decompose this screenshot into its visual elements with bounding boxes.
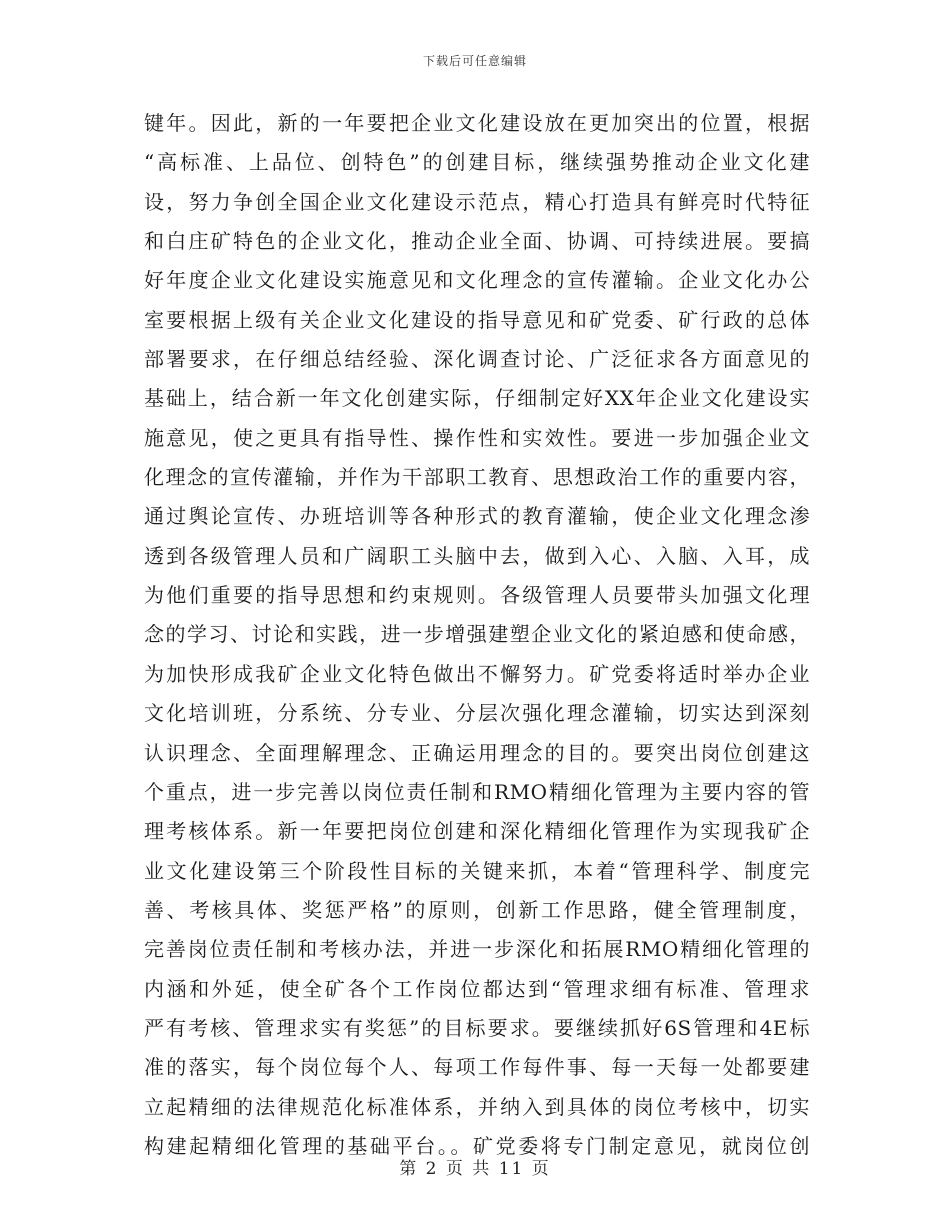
body-line-23: 内涵和外延，使全矿各个工作岗位都达到“管理求细有标准、管理求: [144, 976, 810, 1001]
page-header-note: 下载后可任意编辑: [422, 54, 527, 68]
body-line-22: 完善岗位责任制和考核办法，并进一步深化和拓展RMO精细化管理的: [144, 937, 810, 962]
body-line-14: 念的学习、讨论和实践，进一步增强建塑企业文化的紧迫感和使命感，: [144, 622, 810, 647]
body-line-19: 理考核体系。新一年要把岗位创建和深化精细化管理作为实现我矿企: [144, 819, 810, 844]
body-line-10: 化理念的宣传灌输，并作为干部职工教育、思想政治工作的重要内容，: [144, 465, 810, 490]
body-line-11: 通过舆论宣传、办班培训等各种形式的教育灌输，使企业文化理念渗: [144, 504, 810, 529]
page-number: 第 2 页 共 11 页: [399, 1159, 551, 1179]
body-line-6: 室要根据上级有关企业文化建设的指导意见和矿党委、矿行政的总体: [144, 307, 810, 332]
body-line-20: 业文化建设第三个阶段性目标的关键来抓，本着“管理科学、制度完: [144, 858, 810, 883]
document-body: [144, 104, 810, 1166]
body-line-1: 键年。因此，新的一年要把企业文化建设放在更加突出的位置，根据: [144, 111, 810, 135]
body-line-4: 和白庄矿特色的企业文化，推动企业全面、协调、可持续进展。要搞: [144, 229, 810, 254]
body-line-15: 为加快形成我矿企业文化特色做出不懈努力。矿党委将适时举办企业: [144, 661, 810, 686]
body-line-25: 准的落实，每个岗位每个人、每项工作每件事、每一天每一处都要建: [144, 1055, 810, 1080]
body-line-26: 立起精细的法律规范化标准体系，并纳入到具体的岗位考核中，切实: [144, 1094, 810, 1119]
body-line-2: “高标准、上品位、创特色”的创建目标，继续强势推动企业文化建: [144, 150, 810, 175]
body-line-18: 个重点，进一步完善以岗位责任制和RMO精细化管理为主要内容的管: [144, 779, 810, 804]
body-line-24: 严有考核、管理求实有奖惩”的目标要求。要继续抓好6S管理和4E标: [144, 1015, 810, 1040]
body-line-8: 基础上，结合新一年文化创建实际，仔细制定好XX年企业文化建设实: [144, 386, 810, 411]
body-line-13: 为他们重要的指导思想和约束规则。各级管理人员要带头加强文化理: [144, 583, 810, 608]
body-line-5: 好年度企业文化建设实施意见和文化理念的宣传灌输。企业文化办公: [144, 268, 810, 293]
body-line-9: 施意见，使之更具有指导性、操作性和实效性。要进一步加强企业文: [144, 425, 810, 450]
body-line-3: 设，努力争创全国企业文化建设示范点，精心打造具有鲜亮时代特征: [144, 189, 810, 214]
body-line-21: 善、考核具体、奖惩严格”的原则，创新工作思路，健全管理制度，: [144, 897, 810, 922]
body-line-16: 文化培训班，分系统、分专业、分层次强化理念灌输，切实达到深刻: [144, 701, 810, 726]
body-line-7: 部署要求，在仔细总结经验、深化调查讨论、广泛征求各方面意见的: [144, 347, 810, 372]
body-line-17: 认识理念、全面理解理念、正确运用理念的目的。要突出岗位创建这: [144, 740, 810, 765]
body-line-12: 透到各级管理人员和广阔职工头脑中去，做到入心、入脑、入耳，成: [144, 543, 810, 568]
body-line-27: 构建起精细化管理的基础平台。。矿党委将专门制定意见，就岗位创: [144, 1133, 810, 1158]
